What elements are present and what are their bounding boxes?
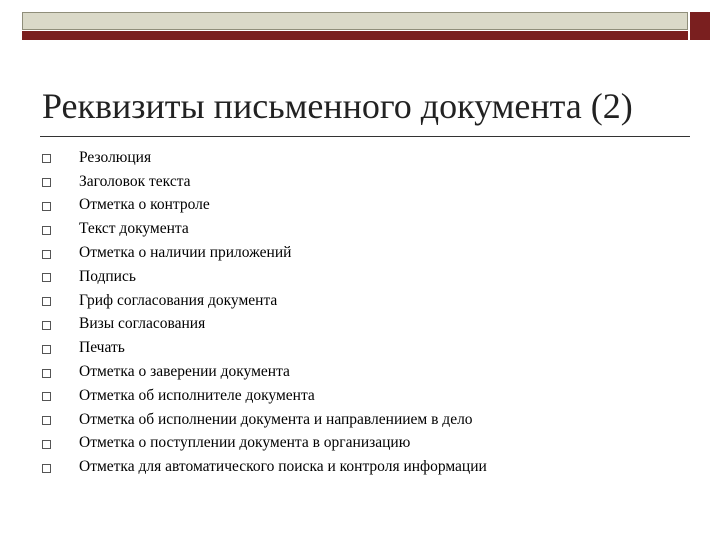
list-item-text: Текст документа [79,220,189,238]
list-item [42,336,487,360]
square-bullet-icon [42,202,51,211]
square-bullet-icon [42,369,51,378]
bullet-list [42,146,487,479]
list-item [42,265,487,289]
list-item [42,217,487,241]
list-item-text: Заголовок текста [79,172,191,190]
square-bullet-icon [42,345,51,354]
list-item-text: Отметка о заверении документа [79,363,290,381]
square-bullet-icon [42,321,51,330]
header-accent-stripe [22,31,688,40]
title-divider [40,136,690,137]
list-item [42,146,487,170]
list-item [42,313,487,337]
list-item-text: Резолюция [79,148,152,166]
square-bullet-icon [42,273,51,282]
square-bullet-icon [42,392,51,401]
list-item-text: Гриф согласования документа [79,291,278,309]
slide-title: Реквизиты письменного документа (2) [42,86,633,126]
square-bullet-icon [42,178,51,187]
list-item [42,455,487,479]
list-item [42,360,487,384]
list-item-text: Отметка о контроле [79,196,210,214]
list-item [42,170,487,194]
list-item [42,384,487,408]
list-item [42,408,487,432]
list-item-text: Отметка для автоматического поиска и контроля информации [79,458,487,476]
list-item [42,194,487,218]
square-bullet-icon [42,226,51,235]
list-item [42,289,487,313]
list-item-text: Отметка об исполнении документа и направлениием в дело [79,410,473,428]
list-item-text: Визы согласования [79,315,206,333]
list-item [42,432,487,456]
header-decoration-bar [22,12,688,30]
list-item-text: Печать [79,339,125,357]
square-bullet-icon [42,416,51,425]
list-item-text: Отметка о поступлении документа в организацию [79,434,411,452]
square-bullet-icon [42,297,51,306]
list-item [42,241,487,265]
square-bullet-icon [42,154,51,163]
list-item-text: Подпись [79,267,136,285]
square-bullet-icon [42,440,51,449]
square-bullet-icon [42,464,51,473]
list-item-text: Отметка об исполнителе документа [79,386,315,404]
header-corner-block [688,12,710,40]
list-item-text: Отметка о наличии приложений [79,244,292,262]
square-bullet-icon [42,250,51,259]
